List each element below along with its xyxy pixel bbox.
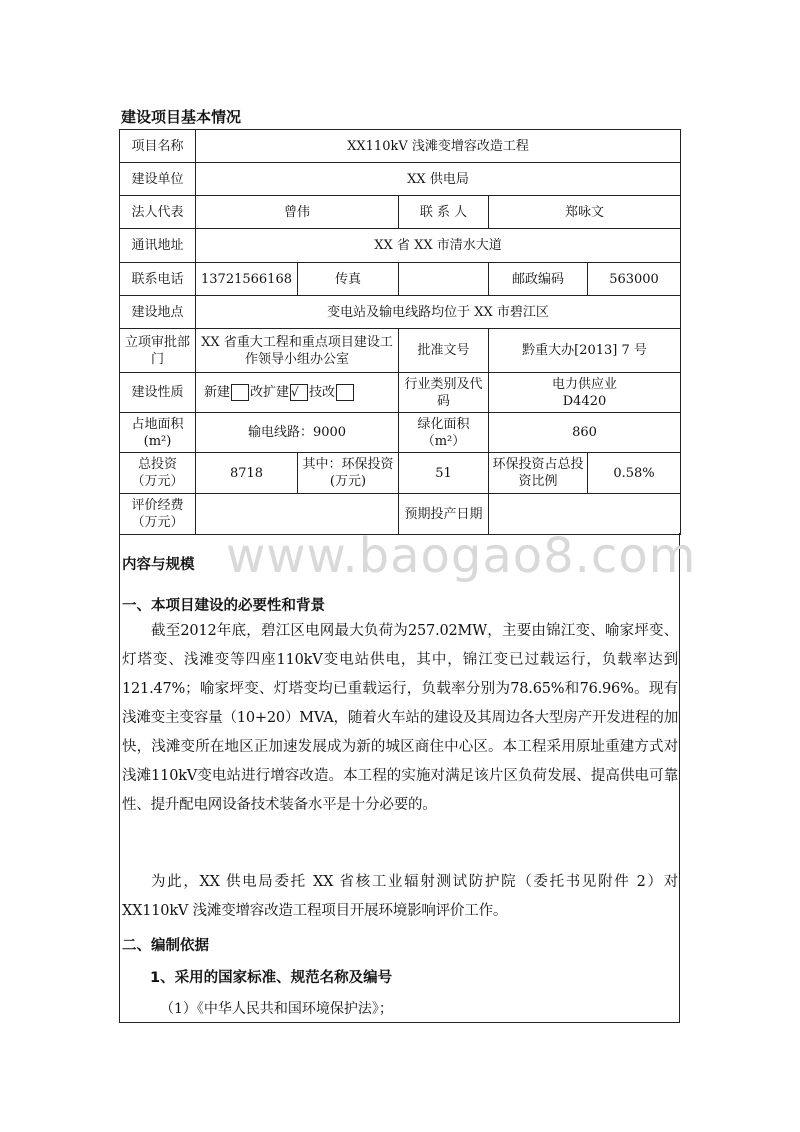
area-label-cell — [120, 413, 196, 453]
background-paragraph: 截至2012年底，碧江区电网最大负荷为257.02MW，主要由锦江变、喻家坪变、灯塔变、浅滩变等四座110kV变电站供电，其中，锦江变已过载运行，负载率达到121.47%；喻家坪变、灯塔变均已重载运行，负载率分别为78.65%和76.96%。现有浅滩变主变容量（10+20）MVA，随着火车站的建设及其周边各大型房产开发进程的加快，浅滩变所在地区正加速发展成为新的城区商住中心区。本工程采用原址重建方式对浅滩110kV变电站进行增容改造。本工程的实施对满足该片区负荷发展、提高供电可靠性、提升配电网设备技术装备水平是十分必要的。 — [122, 623, 678, 813]
area-label: 占地面积 — [131, 416, 184, 432]
legal-rep-label: 法人代表 — [120, 196, 196, 229]
approval-dept-value: XX 省重大工程和重点项目建设工作领导小组办公室 — [196, 329, 399, 373]
section-2-heading: 二、编制依据 — [122, 938, 209, 954]
eval-fee-unit: （万元） — [131, 515, 184, 530]
phone-label: 联系电话 — [120, 263, 196, 296]
address-label: 通讯地址 — [120, 229, 196, 263]
fax-value — [399, 263, 489, 296]
location-value: 变电站及输电线路均位于 XX 市碧江区 — [196, 296, 681, 329]
nature-tech-label: 技改 — [309, 385, 336, 400]
phone-value: 13721566168 — [196, 263, 298, 296]
industry-name: 电力供应业 — [552, 376, 618, 392]
nature-new-checkbox[interactable] — [231, 384, 249, 401]
area-unit: (m²) — [143, 433, 172, 449]
start-date-label: 预期投产日期 — [399, 494, 489, 535]
invest-value: 8718 — [196, 453, 298, 494]
env-ratio-value: 0.58% — [588, 453, 681, 494]
content-heading: 内容与规模 — [122, 557, 195, 573]
project-info-table — [119, 129, 681, 535]
eval-fee-label: 评价经费 — [131, 498, 184, 513]
postcode-label: 邮政编码 — [489, 263, 588, 296]
nature-expand-label: 改扩建 — [250, 385, 290, 400]
subsection-1-heading: 1、采用的国家标准、规范名称及编号 — [150, 970, 393, 986]
green-label-cell — [399, 413, 489, 453]
nature-label: 建设性质 — [120, 373, 196, 413]
project-name-value: XX110kV 浅滩变增容改造工程 — [196, 130, 681, 163]
env-ratio-label: 环保投资占总投资比例 — [489, 453, 588, 494]
unit-label: 建设单位 — [120, 163, 196, 196]
industry-value — [489, 373, 681, 413]
nature-expand-checkbox[interactable]: √ — [290, 384, 308, 401]
content-section — [119, 533, 680, 1023]
project-name-label: 项目名称 — [120, 130, 196, 163]
industry-label: 行业类别及代码 — [399, 373, 489, 413]
location-label: 建设地点 — [120, 296, 196, 329]
legal-rep-value: 曾伟 — [196, 196, 399, 229]
nature-options — [196, 373, 399, 413]
unit-value: XX 供电局 — [196, 163, 681, 196]
env-invest-value: 51 — [399, 453, 489, 494]
nature-tech-checkbox[interactable] — [336, 384, 354, 401]
watermark: www.baogao8.com — [226, 528, 697, 584]
env-invest-label: 其中：环保投资(万元) — [298, 453, 399, 494]
contact-value: 郑咏文 — [489, 196, 681, 229]
eval-fee-label-cell — [120, 494, 196, 535]
commission-paragraph: 为此，XX 供电局委托 XX 省核工业辐射测试防护院（委托书见附件 2）对XX110kV 浅滩变增容改造工程项目开展环境影响评价工作。 — [122, 874, 678, 919]
nature-new-label: 新建 — [204, 385, 231, 400]
invest-label: 总投资 — [137, 457, 177, 472]
industry-code: D4420 — [562, 393, 607, 409]
area-value: 输电线路：9000 — [196, 413, 399, 453]
section-1-heading: 一、本项目建设的必要性和背景 — [122, 598, 325, 614]
page-title: 建设项目基本情况 — [121, 108, 242, 126]
address-value: XX 省 XX 市清水大道 — [196, 229, 681, 263]
list-item: （1）《中华人民共和国环境保护法》； — [160, 1001, 393, 1017]
contact-label: 联 系 人 — [399, 196, 489, 229]
green-value: 860 — [489, 413, 681, 453]
fax-label: 传真 — [298, 263, 399, 296]
postcode-value: 563000 — [588, 263, 681, 296]
approval-no-label: 批准文号 — [399, 329, 489, 373]
invest-label-cell — [120, 453, 196, 494]
approval-dept-label: 立项审批部门 — [120, 329, 196, 373]
green-unit: （m²） — [421, 433, 466, 449]
approval-no-value: 黔重大办[2013] 7 号 — [489, 329, 681, 373]
invest-unit: （万元） — [131, 474, 184, 489]
green-label: 绿化面积 — [417, 416, 470, 432]
